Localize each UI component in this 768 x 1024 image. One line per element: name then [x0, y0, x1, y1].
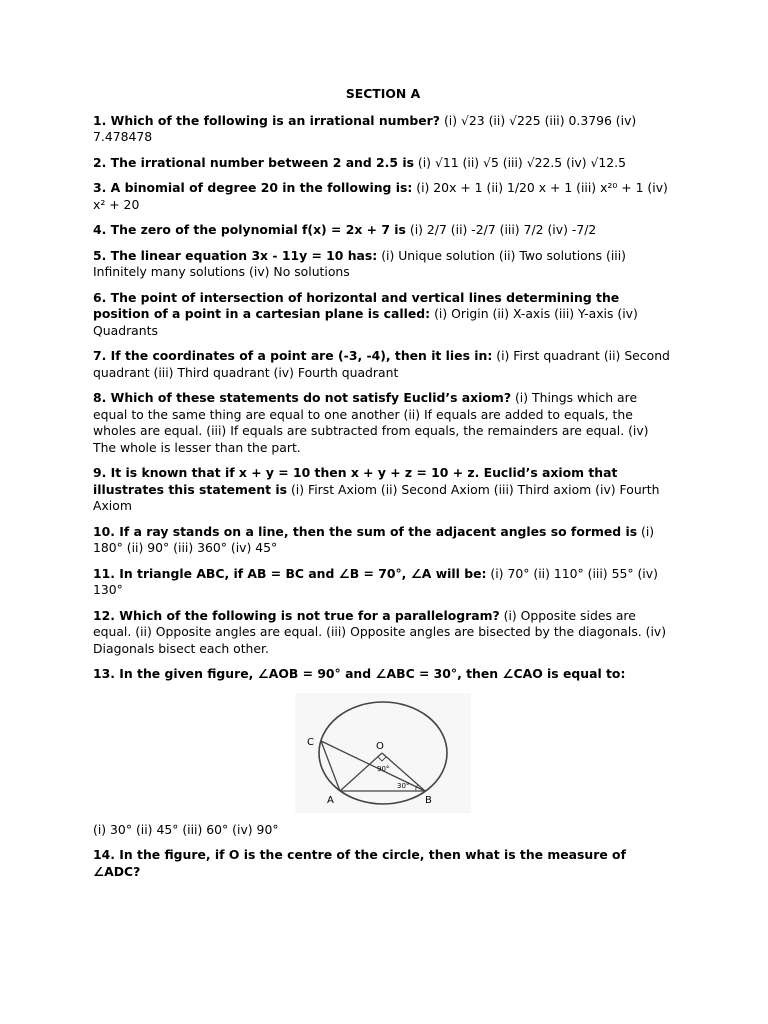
angle-b-label: 30°: [397, 781, 410, 790]
label-a: A: [327, 794, 334, 806]
question-11: 11. In triangle ABC, if AB = BC and ∠B = 70°, ∠A will be: (i) 70° (ii) 110° (iii) 55° (iv) 130°: [93, 565, 658, 597]
question-3: 3. A binomial of degree 20 in the following is: (i) 20x + 1 (ii) 1/20 x + 1 (iii) x²⁰ + 1 (iv) x² + 20: [93, 180, 668, 212]
circle-figure: [93, 693, 673, 813]
angle-o-label: 90°: [377, 764, 390, 773]
question-1: 1. Which of the following is an irrational number? (i) √23 (ii) √225 (iii) 0.3796 (iv) 7.478478: [93, 112, 637, 144]
question-4: 4. The zero of the polynomial f(x) = 2x + 7 is (i) 2/7 (ii) -2/7 (iii) 7/2 (iv) -7/2: [93, 222, 597, 237]
label-o: O: [376, 740, 384, 752]
question-7: 7. If the coordinates of a point are (-3, -4), then it lies in: (i) First quadrant (ii) Second quadrant (iii) Third quadrant (iv) Fourth quadrant: [93, 348, 670, 380]
question-10: 10. If a ray stands on a line, then the sum of the adjacent angles so formed is (i) 180° (ii) 90° (iii) 360° (iv) 45°: [93, 523, 655, 555]
section-title: SECTION A: [345, 86, 421, 101]
question-5: 5. The linear equation 3x - 11y = 10 has: (i) Unique solution (ii) Two solutions (iii) Infinitely many solutions (iv) No solutions: [93, 247, 627, 279]
circle-diagram: [295, 693, 471, 813]
question-12: 12. Which of the following is not true for a parallelogram? (i) Opposite sides are equal. (ii) Opposite angles are equal. (iii) Opposite angles are bisected by the diagonals. (iv) Diagonals bisect each other.: [93, 607, 667, 656]
question-13: 13. In the given figure, ∠AOB = 90° and ∠ABC = 30°, then ∠CAO is equal to:: [93, 666, 626, 681]
label-b: B: [425, 794, 432, 806]
question-2: 2. The irrational number between 2 and 2.5 is (i) √11 (ii) √5 (iii) √22.5 (iv) √12.5: [93, 154, 626, 170]
question-8: 8. Which of these statements do not satisfy Euclid’s axiom? (i) Things which are equal to the same thing are equal to one another (ii) If equals are added to equals, the wholes are equal. (iii) If equals are subtracted from equals, the remainders are equal. (iv) The whole is lesser than the part.: [93, 390, 649, 455]
figure-background: [295, 693, 471, 813]
question-13-options: (i) 30° (ii) 45° (iii) 60° (iv) 90°: [93, 821, 279, 837]
label-c: C: [307, 736, 314, 748]
question-6: 6. The point of intersection of horizontal and vertical lines determining the position of a point in a cartesian plane is called: (i) Origin (ii) X-axis (iii) Y-axis (iv) Quadrants: [93, 289, 638, 338]
question-14: 14. In the figure, if O is the centre of the circle, then what is the measure of ∠ADC?: [93, 847, 626, 879]
question-9: 9. It is known that if x + y = 10 then x + y + z = 10 + z. Euclid’s axiom that illustrates this statement is (i) First Axiom (ii) Second Axiom (iii) Third axiom (iv) Fourth Axiom: [93, 465, 660, 513]
document-page: [93, 86, 673, 889]
